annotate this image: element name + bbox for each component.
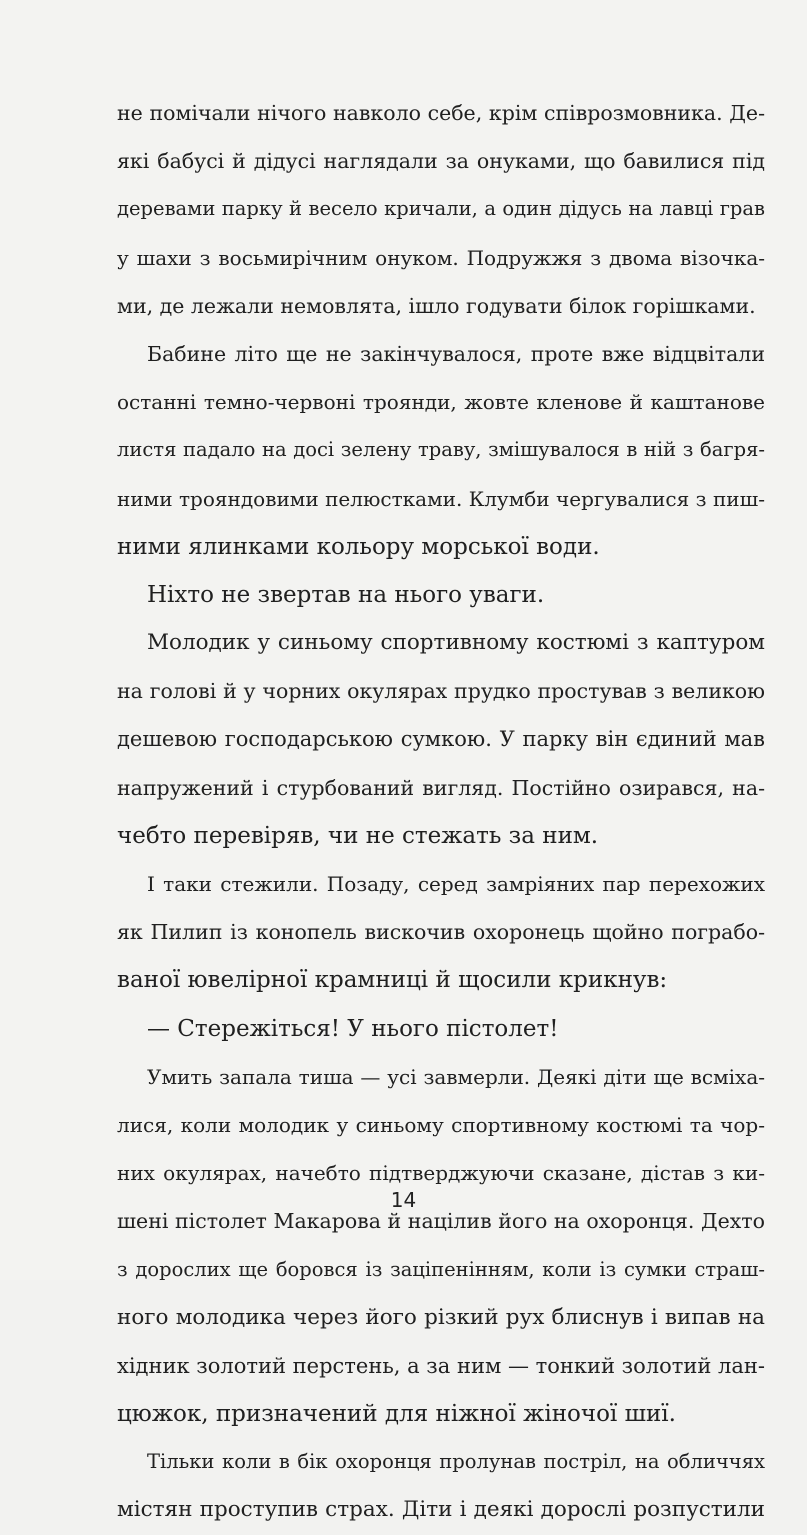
text-line: ного молодика через його різкий рух блиснув і випав на (117, 1304, 765, 1330)
text-line: з дорослих ще боровся із заціпенінням, коли із сумки страш- (117, 1257, 765, 1281)
text-line: Бабине літо ще не закінчувалося, проте вже відцвітали (147, 341, 765, 366)
text-line: чебто перевіряв, чи не стежать за ним. (117, 822, 599, 849)
text-line: них окулярах, начебто підтверджуючи сказане, дістав з ки- (117, 1161, 765, 1186)
text-line: ними ялинками кольору морської води. (117, 533, 600, 560)
text-line: ми, де лежали немовлята, ішло годувати білок горішками. (117, 293, 756, 318)
text-line: дешевою господарською сумкою. У парку він єдиний мав (117, 727, 765, 752)
text-line: містян проступив страх. Діти і деякі дорослі розпустили (117, 1497, 765, 1523)
text-line: деревами парку й весело кричали, а один дідусь на лавці грав (117, 197, 765, 221)
text-line: Тільки коли в бік охоронця пролунав постріл, на обличчях (147, 1450, 765, 1474)
text-line: лися, коли молодик у синьому спортивному костюмі та чор- (117, 1112, 765, 1137)
text-line: листя падало на досі зелену траву, змішувалося в ній з багря- (117, 438, 765, 462)
text-line: які бабусі й дідусі наглядали за онуками, що бавилися під (117, 149, 765, 174)
text-line: шені пістолет Макарова й націлив його на охоронця. Дехто (117, 1209, 765, 1234)
page-number: 14 (390, 1188, 417, 1212)
text-line: Ніхто не звертав на нього уваги. (147, 581, 545, 608)
text-line: — Стережіться! У нього пістолет! (147, 1015, 559, 1042)
text-line: ними трояндовими пелюстками. Клумби чергувалися з пиш- (117, 486, 765, 511)
text-line: у шахи з восьмирічним онуком. Подружжя з двома візочка- (117, 245, 765, 270)
text-line: напружений і стурбований вигляд. Постійно озирався, на- (117, 775, 765, 800)
text-line: цюжок, призначений для ніжної жіночої шиї. (117, 1401, 676, 1428)
text-line: ваної ювелірної крамниці й щосили крикнув: (117, 967, 668, 994)
text-line: як Пилип із конопель вискочив охоронець щойно пограбо- (117, 920, 765, 945)
text-line: останні темно-червоні троянди, жовте кленове й каштанове (117, 390, 765, 415)
body-text (117, 89, 765, 1535)
text-line: Умить запала тиша — усі завмерли. Деякі діти ще всміха- (147, 1064, 765, 1089)
text-line: на голові й у чорних окулярах прудко простував з великою (117, 679, 765, 704)
text-line: І таки стежили. Позаду, серед замріяних пар перехожих (147, 872, 765, 896)
text-line: Молодик у синьому спортивному костюмі з каптуром (147, 630, 765, 656)
text-line: хідник золотий перстень, а за ним — тонкий золотий лан- (117, 1353, 765, 1378)
text-line: не помічали нічого навколо себе, крім співрозмовника. Де- (117, 101, 765, 125)
